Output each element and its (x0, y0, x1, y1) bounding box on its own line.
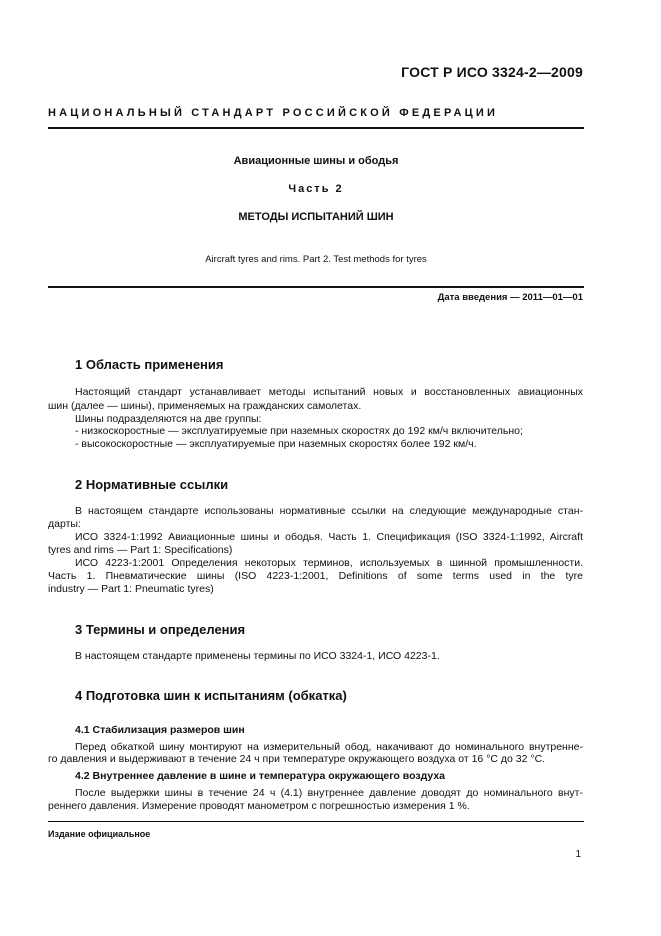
subsection-4-2-line: После выдержки шины в течение 24 ч (4.1) внутреннее давление доводят до номинального внут- (75, 787, 583, 799)
title-rule (48, 286, 584, 288)
section-1-line: шин (далее — шины), применяемых на гражданских самолетах. (48, 400, 362, 412)
subsection-4-1-line: Перед обкаткой шину монтируют на измерительный обод, накачивают до номинального внутренне- (75, 741, 583, 753)
subsection-4-2-heading: 4.2 Внутреннее давление в шине и температура окружающего воздуха (75, 770, 446, 782)
section-1-list-item: - высокоскоростные — эксплуатируемые при наземных скоростях более 192 км/ч. (75, 438, 477, 450)
section-2-reference: tyres and rims — Part 1: Specifications) (48, 544, 233, 556)
section-2-reference: ИСО 4223-1:2001 Определения некоторых терминов, используемых в шинной промышленности. (75, 557, 583, 569)
section-2-heading: 2 Нормативные ссылки (75, 477, 229, 492)
section-2-reference: ИСО 3324-1:1992 Авиационные шины и ободья. Часть 1. Спецификация (ISO 3324-1:1992, Aircraft (75, 531, 583, 543)
section-1-heading: 1 Область применения (75, 357, 224, 372)
introduction-date: Дата введения — 2011—01—01 (437, 292, 583, 303)
section-1-line: Настоящий стандарт устанавливает методы испытаний новых и восстановленных авиационных (75, 386, 583, 398)
subsection-4-1-line: го давления и выдерживают в течение 24 ч при температуре окружающего воздуха от 16 °С до 32 °С. (48, 753, 546, 765)
footer-rule (48, 821, 584, 822)
title-english: Aircraft tyres and rims. Part 2. Test methods for tyres (205, 254, 427, 265)
title-subtitle: МЕТОДЫ ИСПЫТАНИЙ ШИН (238, 211, 394, 223)
section-2-line: В настоящем стандарте использованы нормативные ссылки на следующие международные стан- (75, 505, 583, 517)
title-part: Часть 2 (288, 183, 344, 195)
title-main: Авиационные шины и ободья (233, 155, 399, 167)
page-number: 1 (575, 849, 581, 860)
subsection-4-1-heading: 4.1 Стабилизация размеров шин (75, 724, 245, 736)
section-2-reference: industry — Part 1: Pneumatic tyres) (48, 583, 214, 595)
section-3-heading: 3 Термины и определения (75, 622, 246, 637)
section-2-line: дарты: (48, 518, 81, 530)
section-4-heading: 4 Подготовка шин к испытаниям (обкатка) (75, 688, 347, 703)
section-1-line: Шины подразделяются на две группы: (75, 413, 262, 425)
document-code: ГОСТ Р ИСО 3324-2—2009 (401, 64, 583, 80)
header-rule (48, 127, 584, 129)
national-standard-banner: НАЦИОНАЛЬНЫЙ СТАНДАРТ РОССИЙСКОЙ ФЕДЕРАЦИИ (48, 107, 499, 119)
section-3-line: В настоящем стандарте применены термины по ИСО 3324-1, ИСО 4223-1. (75, 650, 440, 662)
official-edition-label: Издание официальное (48, 829, 151, 839)
subsection-4-2-line: реннего давления. Измерение проводят манометром с погрешностью измерения 1 %. (48, 800, 470, 812)
section-1-list-item: - низкоскоростные — эксплуатируемые при наземных скоростях до 192 км/ч включительно; (75, 425, 523, 437)
section-2-reference: Часть 1. Пневматические шины (ISO 4223-1:2001, Definitions of some terms used in the tyre (48, 570, 583, 582)
